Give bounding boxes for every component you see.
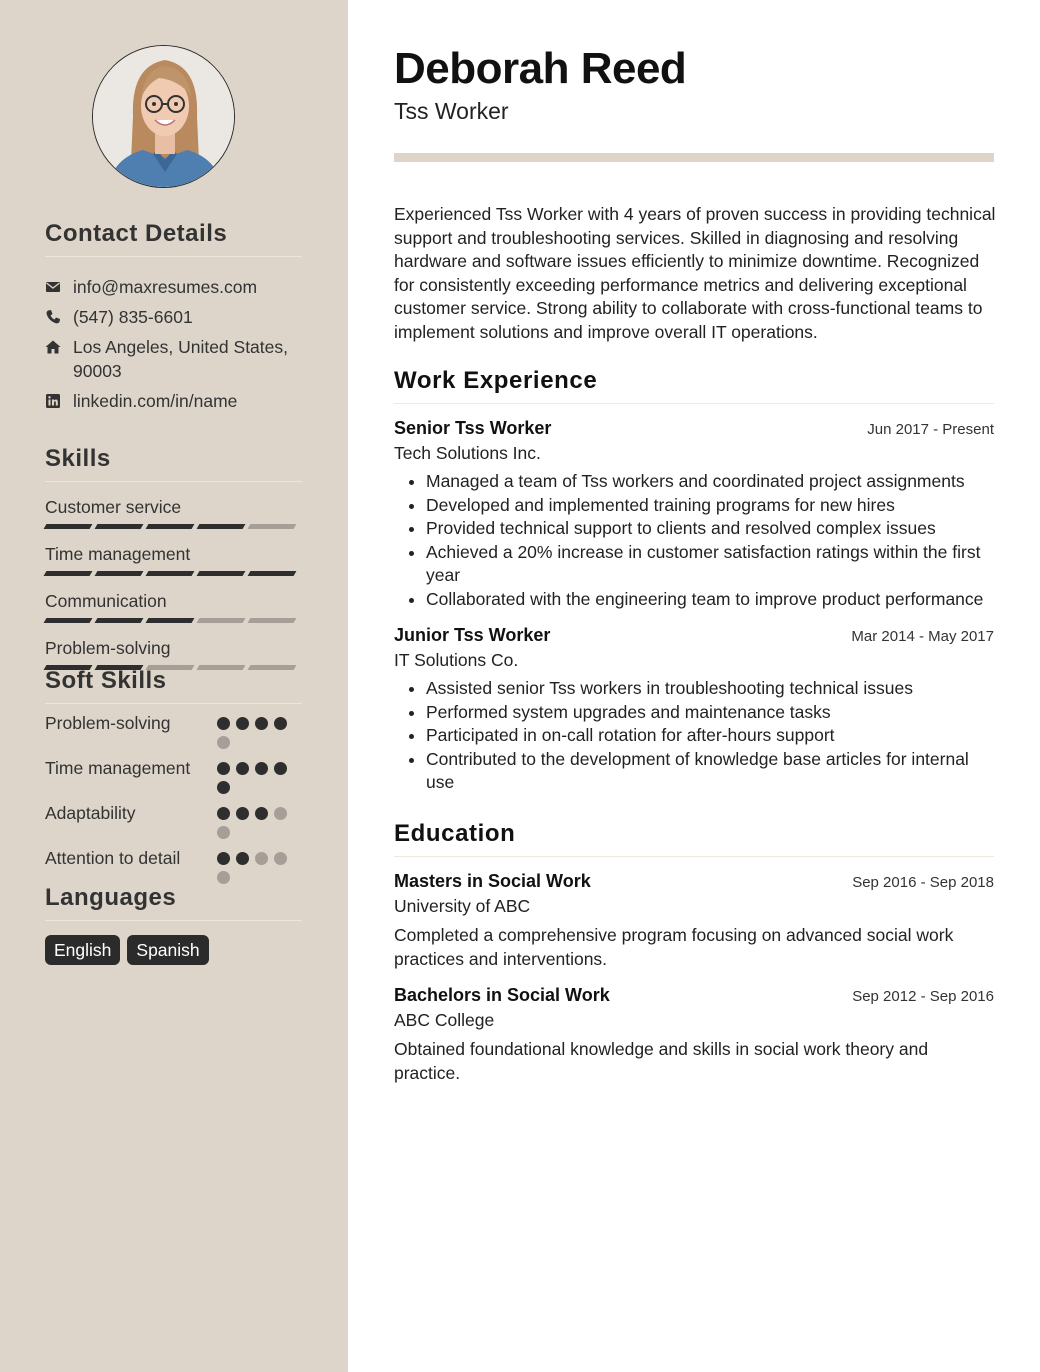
- job-bullet: • Assisted senior Tss workers in troubleshooting technical issues: [426, 677, 994, 701]
- rating-dot: [236, 762, 249, 775]
- rating-dot: [217, 781, 230, 794]
- education-dates: Sep 2012 - Sep 2016: [852, 988, 994, 1005]
- contact-email[interactable]: [45, 275, 302, 299]
- language-badge: Spanish: [127, 935, 208, 965]
- soft-skill-rating: [217, 757, 302, 794]
- skill-level-segment: [248, 524, 297, 529]
- contact-phone[interactable]: [45, 305, 302, 329]
- skill-level-segment: [44, 571, 93, 576]
- rating-dot: [217, 762, 230, 775]
- soft-skill-rating: [217, 712, 302, 749]
- rating-dot: [236, 807, 249, 820]
- education-list: [394, 871, 994, 1085]
- skill-level-segment: [44, 524, 93, 529]
- soft-skill-item: [45, 712, 302, 749]
- languages-section: [45, 884, 302, 965]
- education-section: [394, 820, 994, 1085]
- rating-dot: [217, 717, 230, 730]
- soft-skill-item: [45, 757, 302, 794]
- skill-level-segment: [146, 618, 195, 623]
- contact-address: [45, 335, 302, 383]
- language-badge: English: [45, 935, 120, 965]
- job-entry: [394, 418, 994, 611]
- linkedin-text: linkedin.com/in/name: [73, 391, 238, 411]
- education-header: [394, 871, 994, 892]
- soft-skill-name: Time management: [45, 758, 191, 778]
- soft-skill-item: [45, 847, 302, 884]
- skill-name: Communication: [45, 591, 167, 611]
- home-icon: [45, 335, 73, 359]
- degree-title: Masters in Social Work: [394, 871, 591, 891]
- soft-skills-heading: Soft Skills: [45, 667, 302, 704]
- soft-skills-section: [45, 667, 302, 884]
- skill-level-segment: [44, 618, 93, 623]
- job-title: Junior Tss Worker: [394, 625, 551, 645]
- job-bullet: • Managed a team of Tss workers and coordinated project assignments: [426, 470, 994, 494]
- rating-dot: [255, 762, 268, 775]
- skill-level-segment: [248, 571, 297, 576]
- languages-heading: Languages: [45, 884, 302, 921]
- job-bullet: • Achieved a 20% increase in customer satisfaction ratings within the first year: [426, 541, 994, 588]
- job-bullet: • Performed system upgrades and maintenance tasks: [426, 701, 994, 725]
- rating-dot: [217, 736, 230, 749]
- job-bullet: • Contributed to the development of knowledge base articles for internal use: [426, 748, 994, 795]
- degree-title: Bachelors in Social Work: [394, 985, 610, 1005]
- job-bullet: • Collaborated with the engineering team to improve product performance: [426, 588, 994, 612]
- education-header: [394, 985, 994, 1006]
- rating-dot: [274, 852, 287, 865]
- rating-dot: [255, 852, 268, 865]
- candidate-role: Tss Worker: [394, 98, 509, 124]
- job-dates: Jun 2017 - Present: [867, 421, 994, 438]
- contact-linkedin[interactable]: [45, 389, 302, 413]
- contact-section: [45, 220, 302, 419]
- rating-dot: [274, 807, 287, 820]
- rating-dot: [236, 717, 249, 730]
- job-bullet: • Participated in on-call rotation for after-hours support: [426, 724, 994, 748]
- soft-skill-name: Adaptability: [45, 803, 136, 823]
- skills-section: [45, 445, 302, 670]
- header-divider: [394, 153, 994, 162]
- education-description: Obtained foundational knowledge and skills in social work theory and practice.: [394, 1039, 929, 1083]
- skill-name: Time management: [45, 544, 191, 564]
- skills-heading: Skills: [45, 445, 302, 482]
- soft-skill-name: Problem-solving: [45, 713, 171, 733]
- profile-photo-illustration: [93, 46, 235, 188]
- rating-dot: [217, 852, 230, 865]
- address-text: Los Angeles, United States, 90003: [73, 337, 288, 381]
- linkedin-icon: [45, 389, 73, 413]
- job-company: IT Solutions Co.: [394, 650, 519, 670]
- job-entry: [394, 625, 994, 795]
- skill-level-bar: [45, 618, 302, 623]
- skill-level-bar: [45, 571, 302, 576]
- skill-name: Problem-solving: [45, 638, 171, 658]
- job-bullet: • Provided technical support to clients and resolved complex issues: [426, 517, 994, 541]
- envelope-icon: [45, 275, 73, 299]
- skill-item: [45, 496, 302, 529]
- job-header: [394, 418, 994, 439]
- skill-name: Customer service: [45, 497, 182, 517]
- email-text: info@maxresumes.com: [73, 277, 258, 297]
- soft-skill-item: [45, 802, 302, 839]
- soft-skill-rating: [217, 802, 302, 839]
- phone-text: (547) 835-6601: [73, 307, 193, 327]
- skill-level-segment: [197, 524, 246, 529]
- job-dates: Mar 2014 - May 2017: [851, 628, 994, 645]
- job-header: [394, 625, 994, 646]
- phone-icon: [45, 305, 73, 329]
- education-heading: Education: [394, 820, 994, 857]
- job-company: Tech Solutions Inc.: [394, 443, 541, 463]
- soft-skill-rating: [217, 847, 302, 884]
- skill-level-segment: [248, 618, 297, 623]
- skill-level-segment: [146, 571, 195, 576]
- education-entry: [394, 985, 994, 1085]
- skill-level-segment: [95, 571, 144, 576]
- soft-skill-name: Attention to detail: [45, 848, 181, 868]
- rating-dot: [255, 807, 268, 820]
- rating-dot: [274, 762, 287, 775]
- job-bullet: • Developed and implemented training programs for new hires: [426, 494, 994, 518]
- rating-dot: [274, 717, 287, 730]
- soft-skills-list: [45, 712, 302, 884]
- rating-dot: [255, 717, 268, 730]
- skill-level-segment: [146, 524, 195, 529]
- skill-level-bar: [45, 524, 302, 529]
- job-bullets: [394, 470, 994, 611]
- profile-photo: [92, 45, 235, 188]
- rating-dot: [217, 871, 230, 884]
- rating-dot: [217, 807, 230, 820]
- skill-item: [45, 590, 302, 623]
- skill-item: [45, 637, 302, 670]
- languages-list: [45, 935, 302, 965]
- skill-level-segment: [197, 618, 246, 623]
- school-name: ABC College: [394, 1010, 495, 1030]
- candidate-name: Deborah Reed: [394, 44, 687, 93]
- rating-dot: [217, 826, 230, 839]
- education-description: Completed a comprehensive program focusing on advanced social work practices and interventions.: [394, 925, 954, 969]
- skill-item: [45, 543, 302, 576]
- experience-section: [394, 367, 994, 795]
- experience-list: [394, 418, 994, 795]
- experience-heading: Work Experience: [394, 367, 994, 404]
- education-dates: Sep 2016 - Sep 2018: [852, 874, 994, 891]
- skill-level-segment: [95, 618, 144, 623]
- school-name: University of ABC: [394, 896, 531, 916]
- skill-level-segment: [197, 571, 246, 576]
- job-title: Senior Tss Worker: [394, 418, 552, 438]
- sidebar: [0, 0, 348, 1372]
- job-bullets: [394, 677, 994, 795]
- rating-dot: [236, 852, 249, 865]
- skills-list: [45, 496, 302, 670]
- summary-text: Experienced Tss Worker with 4 years of proven success in providing technical support and troubleshooting services. Skilled in diagnosing and resolving hardware and software issues efficiently to minimize downtime. Recognized for consistently exceeding performance metrics and delivering exceptional customer service. Strong ability to collaborate with cross-functional teams to implement solutions and improve overall IT operations.: [394, 204, 996, 342]
- education-entry: [394, 871, 994, 971]
- skill-level-segment: [95, 524, 144, 529]
- contact-heading: Contact Details: [45, 220, 302, 257]
